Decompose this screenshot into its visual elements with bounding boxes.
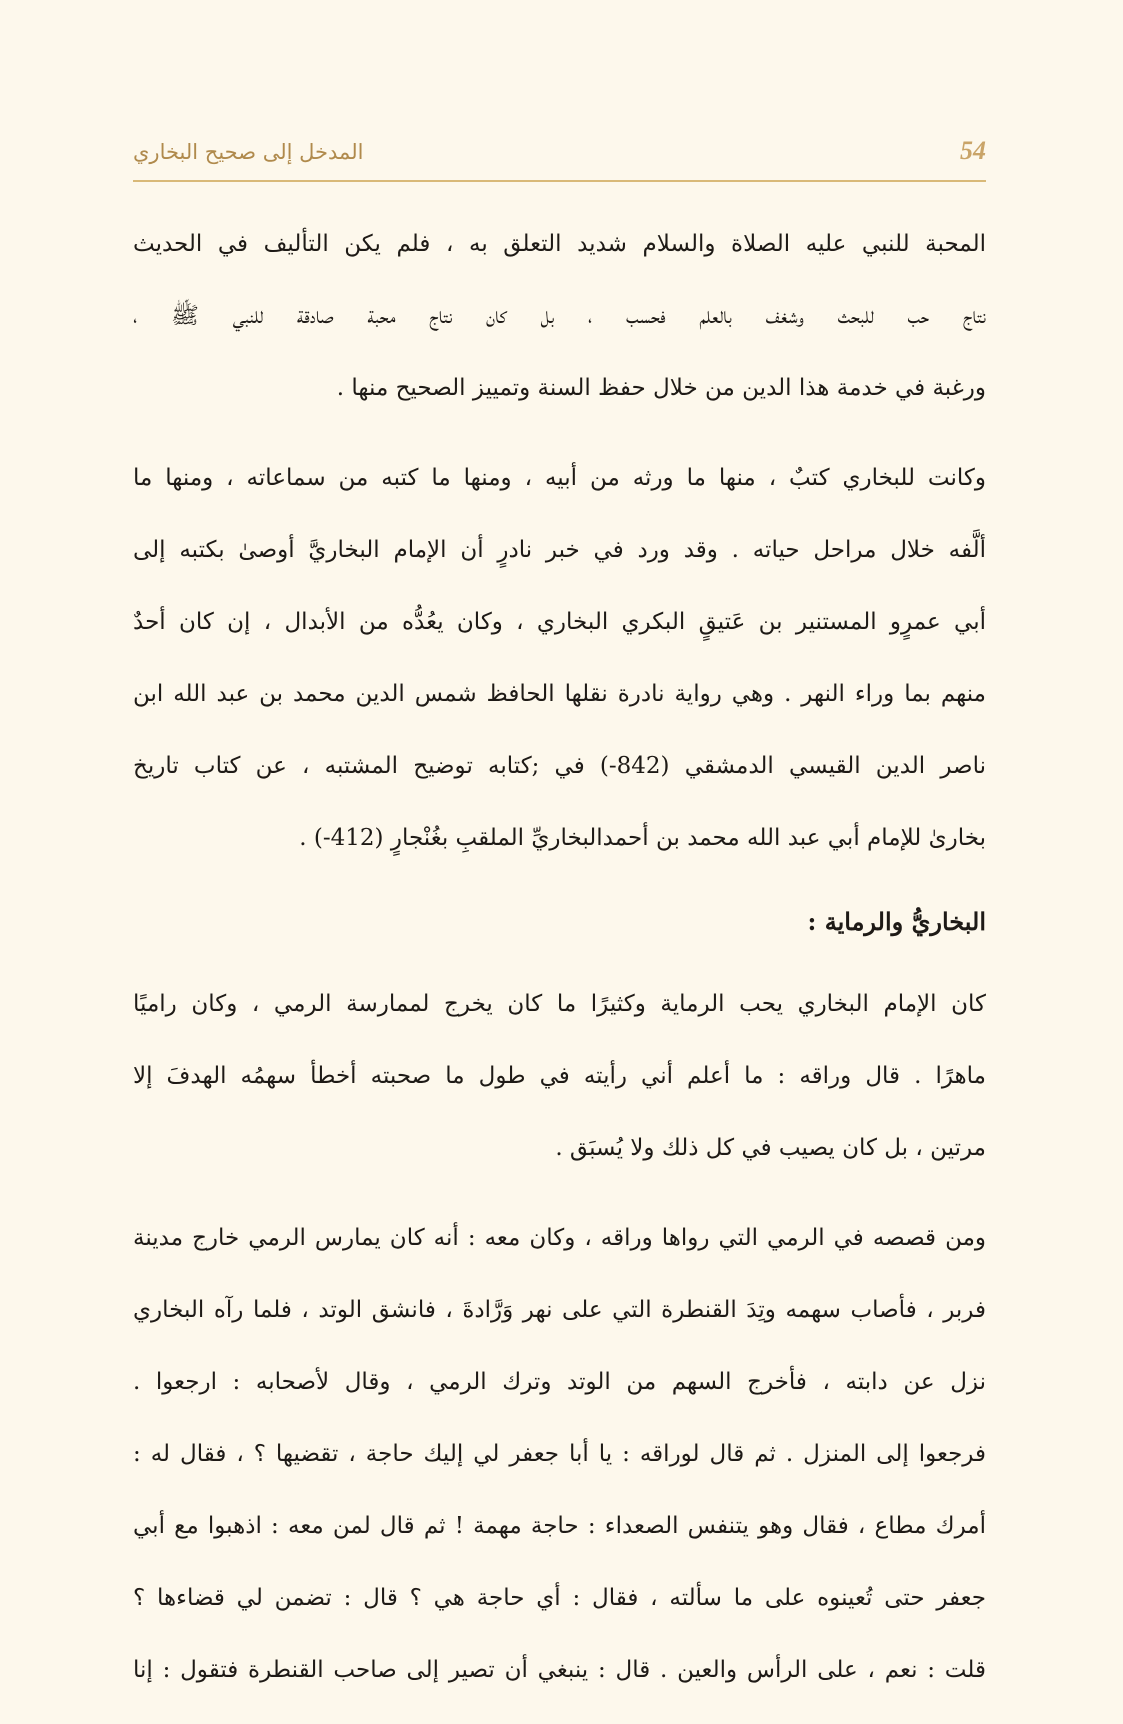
text-line: ناصر الدين القيسي الدمشقي (842-) في ;كتابه توضيح المشتبه ، عن كتاب تاريخ: [133, 753, 986, 779]
text-line: نزل عن دابته ، فأخرج السهم من الوتد وترك الرمي ، وقال لأصحابه : ارجعوا .: [133, 1369, 986, 1395]
paragraph-love-of-prophet: [133, 208, 986, 424]
text-line: نتاج حب للبحث وشغف بالعلم فحسب ، بل كان نتاج محبة صادقة للنبي ﷺ ،: [133, 303, 986, 329]
text-line: المحبة للنبي عليه الصلاة والسلام شديد التعلق به ، فلم يكن التأليف في الحديث: [133, 231, 986, 257]
text-line: بخارىٰ للإمام أبي عبد الله محمد بن أحمدالبخاريِّ الملقبِ بغُنْجارٍ (412-) .: [299, 825, 986, 851]
text-line: أمرك مطاع ، فقال وهو يتنفس الصعداء : حاجة مهمة ! ثم قال لمن معه : اذهبوا مع أبي: [133, 1513, 986, 1539]
text-line: وكانت للبخاري كتبٌ ، منها ما ورثه من أبيه ، ومنها ما كتبه من سماعاته ، ومنها ما: [133, 465, 986, 491]
text-line: مرتين ، بل كان يصيب في كل ذلك ولا يُسبَق .: [555, 1135, 986, 1161]
text-line: أبي عمرٍو المستنير بن عَتيقٍ البكري البخاري ، وكان يعُدُّه من الأبدال ، إن كان أحدٌ: [133, 609, 986, 635]
text-line: قلت : نعم ، على الرأس والعين . قال : ينبغي أن تصير إلى صاحب القنطرة فتقول : إنا: [133, 1657, 986, 1683]
paragraph-archery-skill: [133, 968, 986, 1184]
text-line: ومن قصصه في الرمي التي رواها وراقه ، وكان معه : أنه كان يمارس الرمي خارج مدينة: [133, 1225, 986, 1251]
text-line: فربر ، فأصاب سهمه وتِدَ القنطرة التي على نهر وَرَّادةَ ، فانشق الوتد ، فلما رآه البخاري: [133, 1297, 986, 1323]
text-line: كان الإمام البخاري يحب الرماية وكثيرًا ما كان يخرج لممارسة الرمي ، وكان راميًا: [133, 991, 986, 1017]
paragraph-archery-story: [133, 1202, 986, 1706]
text-line: جعفر حتى تُعينوه على ما سألته ، فقال : أي حاجة هي ؟ قال : تضمن لي قضاءها ؟: [133, 1585, 986, 1611]
section-heading-archery: البخاريُّ والرماية :: [807, 907, 986, 936]
paragraph-bukhari-books: [133, 442, 986, 874]
page-number: 54: [960, 136, 986, 165]
text-line: منهم بما وراء النهر . وهي رواية نادرة نقلها الحافظ شمس الدين محمد بن عبد الله ابن: [133, 681, 986, 707]
body-text: [133, 208, 986, 1724]
text-line: ماهرًا . قال وراقه : ما أعلم أني رأيته في طول ما صحبته أخطأ سهمُه الهدفَ إلا: [133, 1063, 986, 1089]
text-line: ورغبة في خدمة هذا الدين من خلال حفظ السنة وتمييز الصحيح منها .: [336, 375, 986, 401]
text-line: ألَّفه خلال مراحل حياته . وقد ورد في خبر نادرٍ أن الإمام البخاريَّ أوصىٰ بكتبه إلى: [133, 537, 986, 563]
running-header: [133, 136, 986, 182]
running-title: المدخل إلى صحيح البخاري: [133, 140, 364, 164]
text-line: فرجعوا إلى المنزل . ثم قال لوراقه : يا أبا جعفر لي إليك حاجة ، تقضيها ؟ ، فقال له :: [133, 1441, 986, 1467]
